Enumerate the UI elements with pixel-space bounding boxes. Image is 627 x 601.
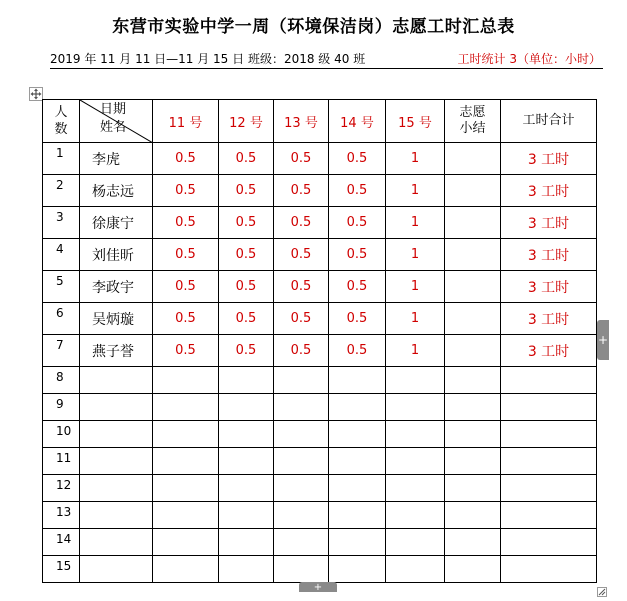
header-day-1[interactable]: 11 号	[153, 100, 219, 143]
hours-cell-day-5[interactable]: 1	[386, 207, 445, 239]
summary-cell[interactable]	[445, 502, 501, 529]
hours-cell-day-4[interactable]	[329, 367, 386, 394]
hours-cell-day-2[interactable]	[219, 502, 274, 529]
hours-cell-day-1[interactable]	[153, 556, 219, 583]
student-name-cell[interactable]: 李虎	[80, 143, 153, 175]
total-hours-cell[interactable]: 3 工时	[501, 303, 597, 335]
total-hours-cell[interactable]	[501, 421, 597, 448]
hours-cell-day-3[interactable]: 0.5	[274, 143, 329, 175]
row-index-cell[interactable]: 3	[43, 207, 80, 239]
hours-cell-day-1[interactable]: 0.5	[153, 239, 219, 271]
hours-cell-day-3[interactable]	[274, 475, 329, 502]
hours-cell-day-2[interactable]: 0.5	[219, 143, 274, 175]
hours-cell-day-5[interactable]	[386, 556, 445, 583]
student-name-cell[interactable]	[80, 556, 153, 583]
hours-cell-day-3[interactable]: 0.5	[274, 303, 329, 335]
hours-cell-day-4[interactable]: 0.5	[329, 239, 386, 271]
hours-cell-day-2[interactable]	[219, 529, 274, 556]
header-row	[43, 100, 597, 143]
summary-cell[interactable]	[445, 143, 501, 175]
total-hours-cell[interactable]	[501, 475, 597, 502]
hours-cell-day-5[interactable]: 1	[386, 335, 445, 367]
table-row	[43, 475, 597, 502]
total-hours-cell[interactable]: 3 工时	[501, 175, 597, 207]
summary-cell[interactable]	[445, 175, 501, 207]
hours-cell-day-2[interactable]: 0.5	[219, 335, 274, 367]
row-index-cell[interactable]: 12	[43, 475, 80, 502]
hours-cell-day-4[interactable]: 0.5	[329, 335, 386, 367]
hours-cell-day-2[interactable]: 0.5	[219, 271, 274, 303]
header-day-5[interactable]: 15 号	[386, 100, 445, 143]
add-row-button[interactable]	[299, 582, 337, 592]
summary-cell[interactable]	[445, 529, 501, 556]
hours-cell-day-1[interactable]: 0.5	[153, 207, 219, 239]
table-row	[43, 556, 597, 583]
subtitle-line	[50, 50, 603, 69]
student-name-cell[interactable]: 李政宇	[80, 271, 153, 303]
table-row	[43, 335, 597, 367]
hours-cell-day-5[interactable]: 1	[386, 271, 445, 303]
table-row	[43, 239, 597, 271]
hours-cell-day-3[interactable]: 0.5	[274, 271, 329, 303]
row-index-cell[interactable]: 2	[43, 175, 80, 207]
hours-cell-day-4[interactable]: 0.5	[329, 207, 386, 239]
summary-cell[interactable]	[445, 207, 501, 239]
student-name-cell[interactable]	[80, 529, 153, 556]
document-title: 东营市实验中学一周（环境保洁岗）志愿工时汇总表	[112, 17, 515, 37]
plus-icon: +	[597, 333, 609, 347]
hours-cell-day-3[interactable]: 0.5	[274, 335, 329, 367]
volunteer-hours-table	[42, 99, 597, 583]
hours-cell-day-5[interactable]	[386, 421, 445, 448]
row-index-cell[interactable]: 13	[43, 502, 80, 529]
hours-cell-day-3[interactable]: 0.5	[274, 207, 329, 239]
student-name-cell[interactable]	[80, 421, 153, 448]
hours-cell-day-3[interactable]	[274, 421, 329, 448]
row-index-cell[interactable]: 7	[43, 335, 80, 367]
student-name-cell[interactable]: 徐康宁	[80, 207, 153, 239]
hours-cell-day-2[interactable]	[219, 421, 274, 448]
hours-cell-day-1[interactable]	[153, 529, 219, 556]
hours-cell-day-2[interactable]	[219, 475, 274, 502]
hours-cell-day-4[interactable]	[329, 475, 386, 502]
table-row	[43, 421, 597, 448]
hours-cell-day-1[interactable]	[153, 367, 219, 394]
summary-cell[interactable]	[445, 448, 501, 475]
header-count-label: 人数	[54, 105, 68, 137]
total-hours-cell[interactable]	[501, 367, 597, 394]
student-name-cell[interactable]: 吴炳璇	[80, 303, 153, 335]
resize-corner-icon[interactable]	[597, 582, 607, 592]
hours-cell-day-1[interactable]	[153, 475, 219, 502]
row-index-cell[interactable]: 4	[43, 239, 80, 271]
hours-cell-day-1[interactable]	[153, 394, 219, 421]
header-name-label: 姓名	[100, 120, 127, 135]
table-row	[43, 303, 597, 335]
hours-cell-day-3[interactable]: 0.5	[274, 239, 329, 271]
hours-cell-day-3[interactable]	[274, 394, 329, 421]
hours-cell-day-4[interactable]	[329, 556, 386, 583]
row-index-cell[interactable]: 5	[43, 271, 80, 303]
hours-cell-day-2[interactable]	[219, 448, 274, 475]
row-index-cell[interactable]: 6	[43, 303, 80, 335]
student-name-cell[interactable]	[80, 394, 153, 421]
total-hours-cell[interactable]	[501, 448, 597, 475]
total-hours-cell[interactable]: 3 工时	[501, 143, 597, 175]
table-row	[43, 207, 597, 239]
hours-cell-day-3[interactable]	[274, 529, 329, 556]
total-hours-cell[interactable]: 3 工时	[501, 207, 597, 239]
header-date-label: 日期	[100, 102, 127, 117]
hours-cell-day-5[interactable]: 1	[386, 303, 445, 335]
student-name-cell[interactable]: 杨志远	[80, 175, 153, 207]
hours-cell-day-1[interactable]	[153, 448, 219, 475]
hours-cell-day-3[interactable]	[274, 448, 329, 475]
summary-cell[interactable]	[445, 394, 501, 421]
table-row	[43, 143, 597, 175]
total-hours-cell[interactable]: 3 工时	[501, 239, 597, 271]
row-index-cell[interactable]: 1	[43, 143, 80, 175]
header-summary-cell[interactable]	[445, 100, 501, 143]
header-count-cell[interactable]	[43, 100, 80, 143]
header-day-4[interactable]: 14 号	[329, 100, 386, 143]
hours-cell-day-3[interactable]: 0.5	[274, 175, 329, 207]
hours-cell-day-1[interactable]: 0.5	[153, 303, 219, 335]
table-row	[43, 367, 597, 394]
table-row	[43, 175, 597, 207]
hours-cell-day-4[interactable]	[329, 448, 386, 475]
hours-cell-day-1[interactable]: 0.5	[153, 271, 219, 303]
header-day-3[interactable]: 13 号	[274, 100, 329, 143]
student-name-cell[interactable]: 燕子誉	[80, 335, 153, 367]
hours-cell-day-4[interactable]	[329, 421, 386, 448]
total-hours-cell[interactable]: 3 工时	[501, 271, 597, 303]
total-hours-cell[interactable]	[501, 502, 597, 529]
hours-cell-day-1[interactable]: 0.5	[153, 143, 219, 175]
summary-cell[interactable]	[445, 239, 501, 271]
move-arrows-icon[interactable]	[29, 86, 43, 100]
hours-cell-day-2[interactable]	[219, 367, 274, 394]
hours-cell-day-2[interactable]: 0.5	[219, 303, 274, 335]
student-name-cell[interactable]	[80, 367, 153, 394]
hours-cell-day-3[interactable]	[274, 367, 329, 394]
hours-cell-day-4[interactable]: 0.5	[329, 271, 386, 303]
summary-cell[interactable]	[445, 475, 501, 502]
hours-cell-day-5[interactable]	[386, 394, 445, 421]
hours-unit-info: 工时统计 3（单位：小时）	[457, 52, 601, 66]
hours-cell-day-1[interactable]: 0.5	[153, 335, 219, 367]
total-hours-cell[interactable]	[501, 394, 597, 421]
student-name-cell[interactable]: 刘佳昕	[80, 239, 153, 271]
student-name-cell[interactable]	[80, 448, 153, 475]
hours-cell-day-5[interactable]: 1	[386, 239, 445, 271]
row-index-cell[interactable]: 11	[43, 448, 80, 475]
hours-cell-day-5[interactable]	[386, 448, 445, 475]
hours-cell-day-5[interactable]	[386, 502, 445, 529]
date-class-info: 2019 年 11 月 11 日—11 月 15 日 班级：2018 级 40 班	[50, 52, 366, 66]
row-index-cell[interactable]: 15	[43, 556, 80, 583]
row-index-cell[interactable]: 9	[43, 394, 80, 421]
summary-cell[interactable]	[445, 335, 501, 367]
total-hours-cell[interactable]: 3 工时	[501, 335, 597, 367]
hours-cell-day-4[interactable]: 0.5	[329, 175, 386, 207]
add-column-button[interactable]	[597, 320, 609, 360]
plus-icon: +	[313, 582, 323, 593]
hours-cell-day-3[interactable]	[274, 556, 329, 583]
hours-cell-day-5[interactable]: 1	[386, 175, 445, 207]
hours-cell-day-5[interactable]	[386, 529, 445, 556]
row-index-cell[interactable]: 10	[43, 421, 80, 448]
total-hours-cell[interactable]	[501, 529, 597, 556]
hours-cell-day-4[interactable]	[329, 529, 386, 556]
header-day-2[interactable]: 12 号	[219, 100, 274, 143]
table-row	[43, 502, 597, 529]
hours-cell-day-2[interactable]	[219, 556, 274, 583]
total-hours-cell[interactable]	[501, 556, 597, 583]
hours-cell-day-1[interactable]: 0.5	[153, 175, 219, 207]
hours-cell-day-5[interactable]: 1	[386, 143, 445, 175]
header-total[interactable]: 工时合计	[501, 100, 597, 143]
summary-cell[interactable]	[445, 303, 501, 335]
hours-cell-day-1[interactable]	[153, 421, 219, 448]
hours-cell-day-5[interactable]	[386, 367, 445, 394]
hours-cell-day-1[interactable]	[153, 502, 219, 529]
row-index-cell[interactable]: 8	[43, 367, 80, 394]
summary-cell[interactable]	[445, 421, 501, 448]
hours-cell-day-4[interactable]	[329, 394, 386, 421]
table-row	[43, 529, 597, 556]
hours-cell-day-2[interactable]: 0.5	[219, 207, 274, 239]
student-name-cell[interactable]	[80, 475, 153, 502]
hours-cell-day-4[interactable]	[329, 502, 386, 529]
summary-cell[interactable]	[445, 556, 501, 583]
header-corner-cell[interactable]	[80, 100, 153, 143]
hours-cell-day-4[interactable]: 0.5	[329, 303, 386, 335]
header-summary-label: 志愿小结	[459, 105, 486, 136]
student-name-cell[interactable]	[80, 502, 153, 529]
hours-cell-day-3[interactable]	[274, 502, 329, 529]
summary-cell[interactable]	[445, 367, 501, 394]
table-row	[43, 271, 597, 303]
table-row	[43, 448, 597, 475]
row-index-cell[interactable]: 14	[43, 529, 80, 556]
hours-cell-day-2[interactable]: 0.5	[219, 175, 274, 207]
table-row	[43, 394, 597, 421]
hours-cell-day-4[interactable]: 0.5	[329, 143, 386, 175]
hours-cell-day-5[interactable]	[386, 475, 445, 502]
hours-cell-day-2[interactable]: 0.5	[219, 239, 274, 271]
hours-cell-day-2[interactable]	[219, 394, 274, 421]
summary-cell[interactable]	[445, 271, 501, 303]
